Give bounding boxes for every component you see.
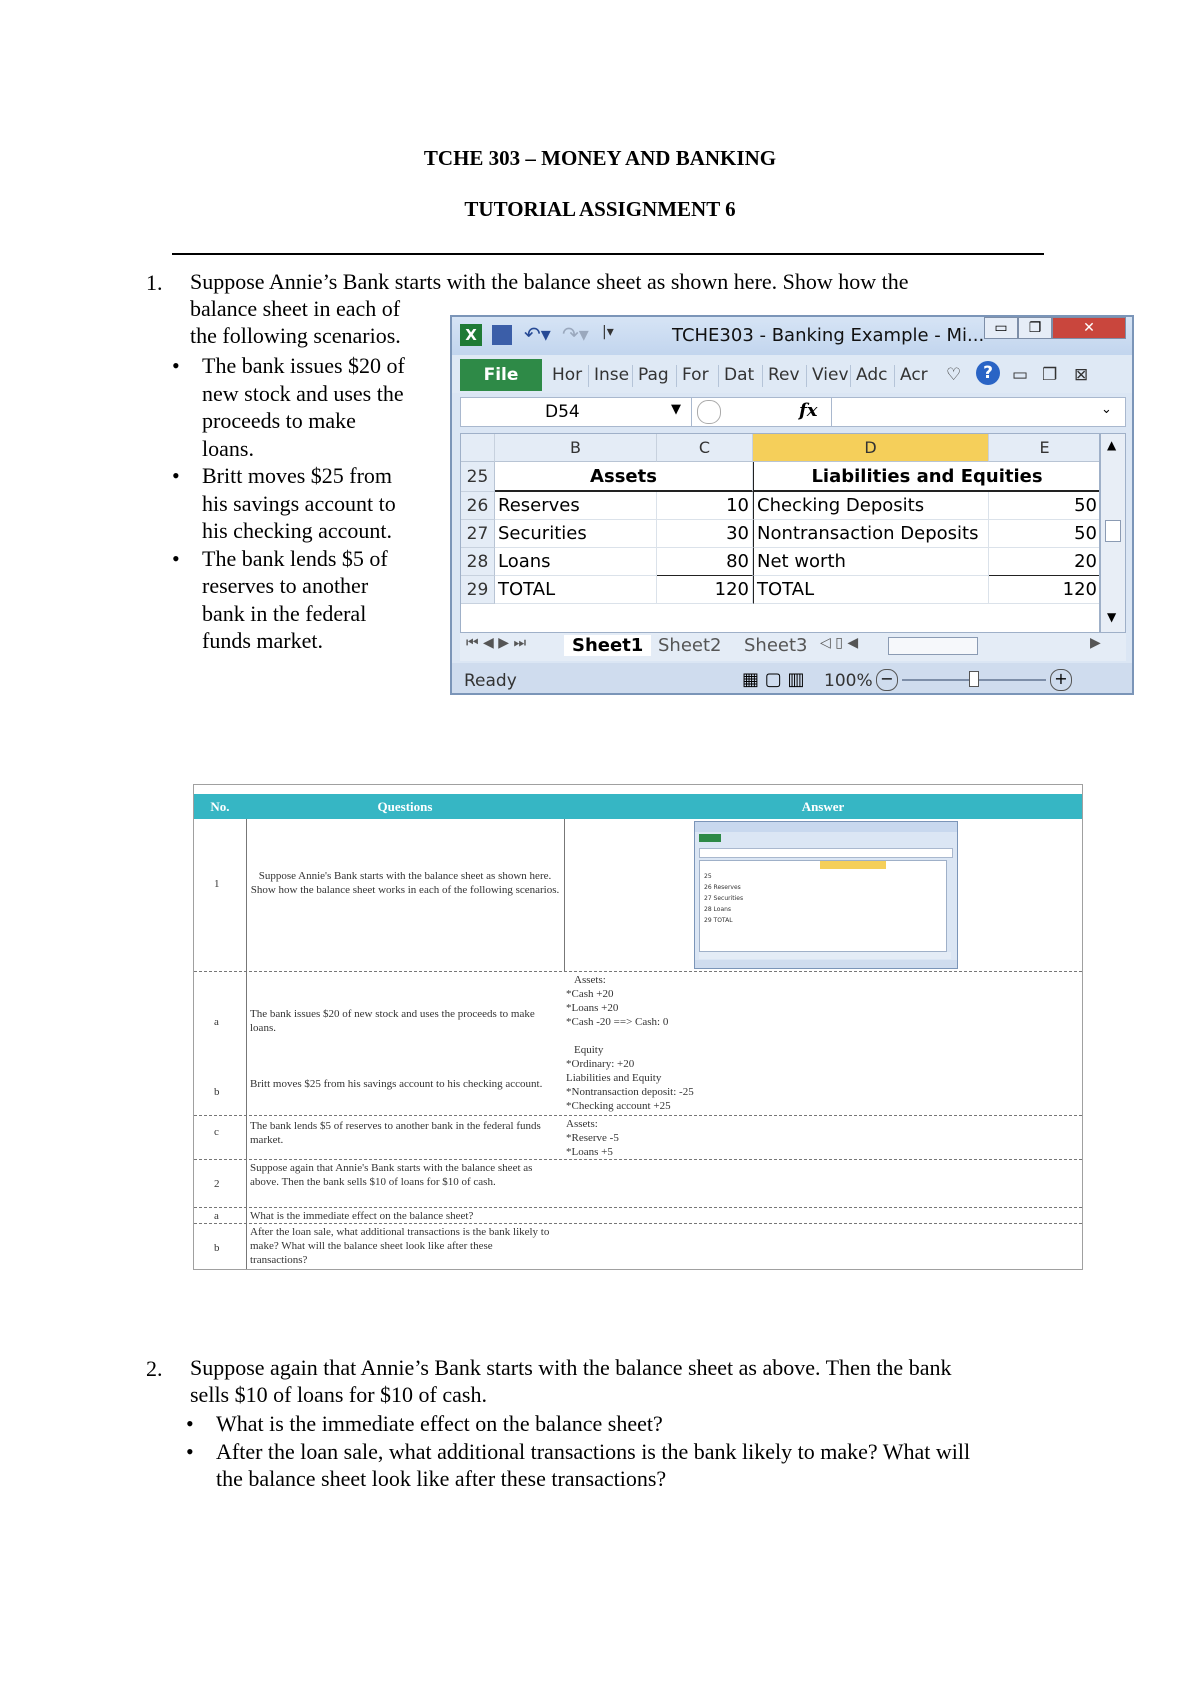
scenario-item: • The bank lends $5 of reserves to another bank in the federal funds market. — [172, 545, 388, 653]
cell-assets-header[interactable]: Assets — [495, 462, 753, 492]
column-header-d[interactable]: D — [753, 434, 989, 462]
cell[interactable]: 30 — [657, 520, 753, 548]
question-cell: The bank lends $5 of reserves to another bank in the federal funds market. — [250, 1120, 541, 1146]
expand-formula-icon[interactable]: ⌄ — [1101, 402, 1112, 417]
sheet-nav-icon[interactable]: ⏮ ◀ ▶ ⏭ — [466, 635, 527, 651]
zoom-level: 100% — [824, 671, 873, 691]
title-divider — [172, 253, 1044, 255]
answer-cell: Assets: *Cash +20 *Loans +20 *Cash -20 ==> Cash: 0 Equity *Ordinary: +20 — [566, 974, 669, 1070]
scrollbar-thumb[interactable] — [1105, 520, 1121, 542]
row-header[interactable]: 25 — [461, 462, 495, 492]
scenario-item: • The bank issues $20 of new stock and uses the proceeds to make loans. — [172, 353, 405, 461]
status-bar — [452, 663, 1132, 695]
file-tab[interactable]: File — [460, 359, 542, 391]
question-cell: The bank issues $20 of new stock and uses the proceeds to make loans. — [250, 1008, 535, 1034]
cell[interactable]: 50 — [989, 492, 1100, 520]
select-all-corner[interactable] — [461, 434, 495, 462]
assignment-title: TUTORIAL ASSIGNMENT 6 — [464, 197, 736, 221]
excel-logo-icon: X — [460, 324, 482, 346]
cell[interactable]: 50 — [989, 520, 1100, 548]
question-cell: Suppose Annie's Bank starts with the balance sheet as shown here. Show how the balance sheet works in each of the following scenarios. — [250, 870, 560, 896]
cell[interactable]: 10 — [657, 492, 753, 520]
ribbon-tab[interactable]: For — [682, 365, 709, 385]
answer-cell: Assets: *Reserve -5 *Loans +5 — [566, 1118, 619, 1158]
minimize-button[interactable]: ▭ — [984, 317, 1018, 339]
sheet-tab-bar — [460, 633, 1126, 661]
formula-cancel-icon — [697, 400, 721, 424]
cell[interactable]: TOTAL — [495, 576, 657, 604]
question-cell: What is the immediate effect on the balance sheet? — [250, 1210, 474, 1222]
header-answer: Answer — [564, 794, 1082, 819]
redo-icon[interactable]: ↷▾ — [562, 322, 589, 346]
cell[interactable]: 80 — [657, 548, 753, 576]
horizontal-scrollbar[interactable] — [888, 637, 978, 655]
save-icon[interactable] — [492, 325, 512, 345]
scroll-right-icon[interactable]: ▶ — [1090, 635, 1101, 651]
zoom-out-icon[interactable]: − — [876, 669, 898, 691]
chevron-down-icon[interactable]: ▼ — [671, 402, 681, 417]
question-2-bullets — [186, 1410, 1086, 1493]
question-2-number: 2. — [146, 1356, 163, 1381]
window-title: TCHE303 - Banking Example - Mi... — [672, 325, 985, 346]
scroll-down-icon[interactable]: ▼ — [1107, 610, 1117, 624]
zoom-slider-thumb[interactable] — [969, 671, 979, 687]
view-buttons-icon[interactable]: ▦ ▢ ▥ — [742, 669, 805, 690]
help-icon[interactable]: ? — [976, 361, 1000, 385]
row-header[interactable]: 27 — [461, 520, 495, 548]
question-cell: Britt moves $25 from his savings account to his checking account. — [250, 1078, 543, 1090]
bullet-item: • What is the immediate effect on the balance sheet? — [186, 1411, 663, 1436]
scenario-item: • Britt moves $25 from his savings account to his checking account. — [172, 463, 396, 543]
cell[interactable]: Securities — [495, 520, 657, 548]
ribbon-tab[interactable]: Adc — [856, 365, 888, 385]
formula-bar — [460, 397, 1126, 427]
cell[interactable]: 20 — [989, 548, 1100, 576]
cell[interactable]: Loans — [495, 548, 657, 576]
row-header[interactable]: 28 — [461, 548, 495, 576]
column-header-c[interactable]: C — [657, 434, 753, 462]
function-icon[interactable]: fx — [799, 400, 818, 421]
excel-thumbnail-image: 25 26 Reserves 27 Securities 28 Loans 29 TOTAL — [694, 821, 958, 969]
row-header[interactable]: 26 — [461, 492, 495, 520]
name-box[interactable]: D54 ▼ — [461, 398, 692, 426]
ribbon-tab[interactable]: Pag — [638, 365, 669, 385]
ribbon-tab[interactable]: Dat — [724, 365, 755, 385]
cell[interactable]: 120 — [657, 576, 753, 604]
close-button[interactable]: ✕ — [1052, 317, 1126, 339]
ribbon-tab[interactable]: Rev — [768, 365, 800, 385]
insert-sheet-icon[interactable]: ◁ ▯ ◀ — [820, 635, 859, 651]
row-number: b — [214, 1242, 220, 1254]
scroll-up-icon[interactable]: ▲ — [1107, 438, 1117, 452]
ribbon-tab[interactable]: Inse — [594, 365, 630, 385]
ribbon-tab[interactable]: Acr — [900, 365, 928, 385]
question-2-text: Suppose again that Annie’s Bank starts with the balance sheet as above. Then the bank sells $10 of loans for $10 of cash. — [190, 1355, 952, 1407]
column-header-e[interactable]: E — [989, 434, 1100, 462]
ribbon-tabs — [452, 355, 1132, 393]
cell[interactable]: Checking Deposits — [753, 492, 989, 520]
spreadsheet-grid[interactable] — [460, 433, 1100, 633]
row-number: b — [214, 1086, 220, 1098]
cell[interactable]: TOTAL — [753, 576, 989, 604]
row-number: 2 — [214, 1178, 220, 1190]
question-cell: After the loan sale, what additional transactions is the bank likely to make? What will the balance sheet look like after these transactions? — [250, 1226, 550, 1266]
ribbon-minimize-icon[interactable]: ▭ — [1012, 365, 1029, 385]
ribbon-tab[interactable]: Hor — [552, 365, 583, 385]
column-header-b[interactable]: B — [495, 434, 657, 462]
quick-access-dropdown-icon[interactable]: |▾ — [602, 324, 614, 340]
row-number: a — [214, 1210, 219, 1222]
cell-liabilities-header[interactable]: Liabilities and Equities — [753, 462, 1100, 492]
row-header[interactable]: 29 — [461, 576, 495, 604]
excel-window-screenshot — [450, 315, 1134, 695]
ribbon-tab[interactable]: Viev — [812, 365, 849, 385]
heart-icon[interactable]: ♡ — [946, 365, 962, 385]
sheet-tab[interactable]: Sheet2 — [658, 635, 722, 656]
status-text: Ready — [464, 671, 517, 691]
header-no: No. — [194, 794, 246, 819]
bullet-item: • After the loan sale, what additional transactions is the bank likely to make? What will the balance sheet look like after these transactions? — [186, 1438, 971, 1491]
vertical-scrollbar[interactable] — [1100, 433, 1126, 633]
zoom-in-icon[interactable]: + — [1050, 669, 1072, 691]
restore-icon[interactable]: ❐ — [1042, 365, 1058, 385]
course-title: TCHE 303 – MONEY AND BANKING — [423, 146, 777, 170]
cell[interactable]: 120 — [989, 576, 1100, 604]
zoom-slider[interactable] — [902, 679, 1046, 681]
header-questions: Questions — [246, 794, 564, 819]
question-1-scenarios — [172, 352, 442, 655]
question-cell: Suppose again that Annie's Bank starts with the balance sheet as above. Then the bank sells $10 of loans for $10 of cash. — [250, 1162, 533, 1188]
answer-table — [193, 784, 1083, 1270]
undo-icon[interactable]: ↶▾ — [524, 322, 551, 346]
row-number: a — [214, 1016, 219, 1028]
question-1-number: 1. — [146, 270, 163, 295]
excel-title-bar — [452, 317, 1132, 355]
cell[interactable]: Reserves — [495, 492, 657, 520]
question-1-intro: Suppose Annie’s Bank starts with the balance sheet as shown here. Show how the balance sheet in each of the following scenarios. — [190, 269, 909, 348]
maximize-button[interactable]: ❐ — [1018, 317, 1052, 339]
ribbon-close-icon[interactable]: ⊠ — [1074, 365, 1089, 385]
row-number: c — [214, 1126, 219, 1138]
sheet-tab[interactable]: Sheet1 — [564, 635, 651, 656]
answer-cell: Liabilities and Equity *Nontransaction deposit: -25 *Checking account +25 — [566, 1072, 694, 1112]
cell[interactable]: Net worth — [753, 548, 989, 576]
row-number: 1 — [214, 878, 220, 890]
cell[interactable]: Nontransaction Deposits — [753, 520, 989, 548]
sheet-tab[interactable]: Sheet3 — [744, 635, 808, 656]
